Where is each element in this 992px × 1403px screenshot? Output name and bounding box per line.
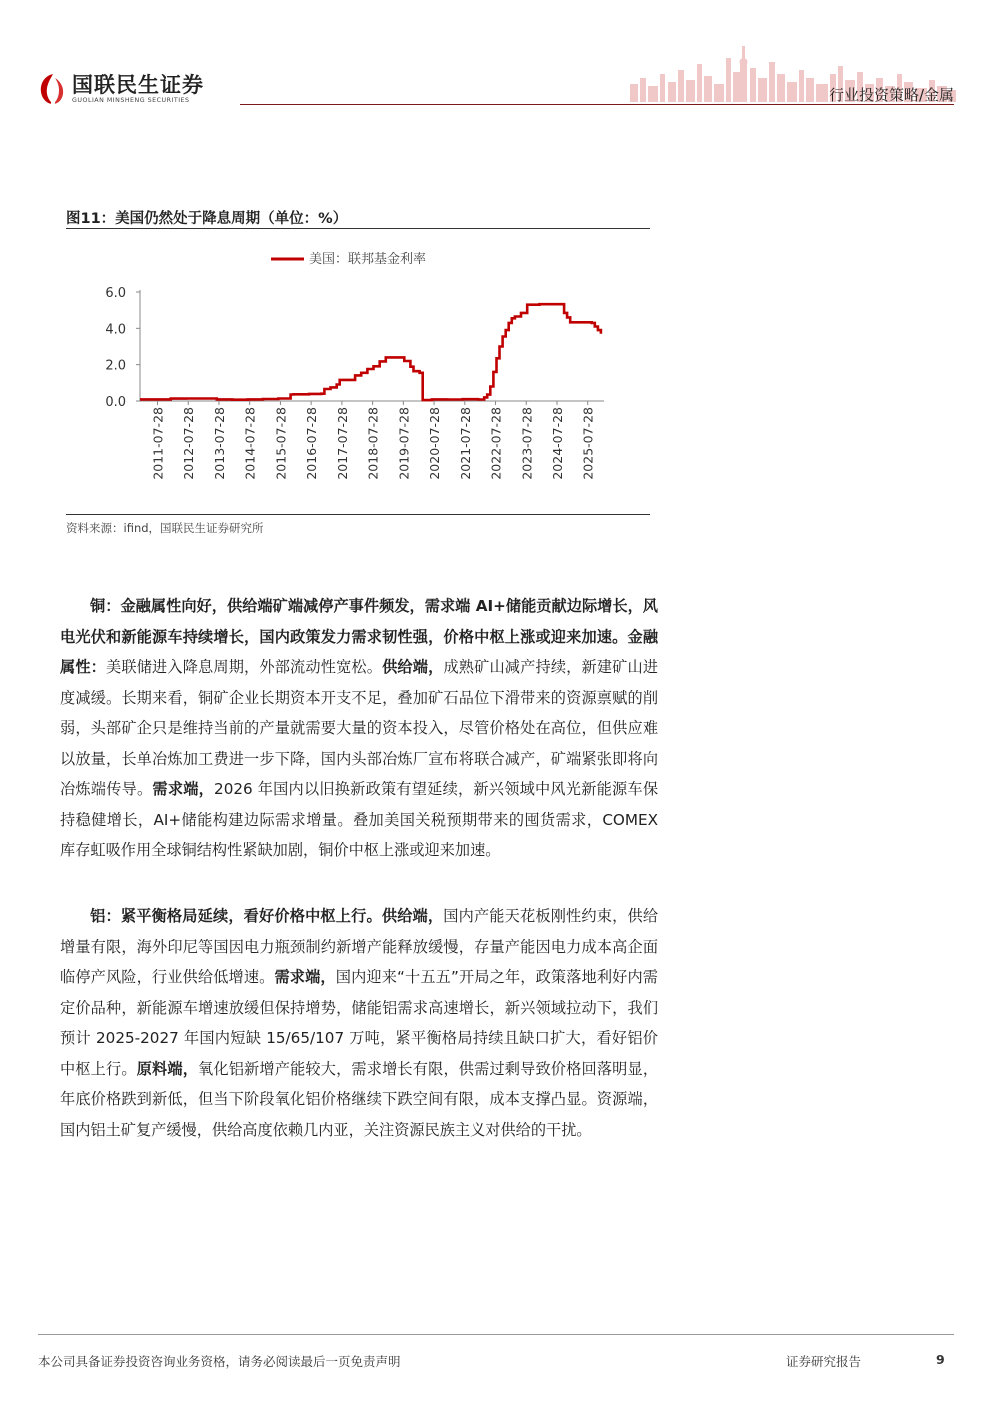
x-tick-label: 2012-07-28 [181,407,197,480]
y-tick-label: 2.0 [105,358,126,374]
figure-title: 图11：美国仍然处于降息周期（单位：%） [66,211,348,227]
x-tick-label: 2020-07-28 [427,407,443,480]
paragraph-text-segment: 国内产能天花板刚性约束，供给增量有限，海外印尼等国因电力瓶颈制约新增产能释放缓慢，存量产能因电力成本高企面临停产风险，行业供给低增速。 [60,907,659,986]
x-tick-label: 2014-07-28 [242,407,258,480]
x-tick-label: 2017-07-28 [334,407,350,480]
x-tick-label: 2025-07-28 [580,407,596,480]
y-tick-label: 4.0 [105,322,126,338]
footer-divider [38,1334,954,1335]
company-logo [38,72,204,106]
chart-legend [271,251,426,267]
x-tick-label: 2021-07-28 [457,407,473,480]
x-tick-label: 2011-07-28 [150,407,166,480]
paragraph-text-segment: 国内迎来“十五五”开局之年，政策落地利好内需定价品种，新能源车增速放缓但保持增势，储能铝需求高速增长，新兴领域拉动下，我们预计 2025-2027 年国内短缺 15/65/107 万吨，紧平衡格局持续且缺口扩大，看好铝价中枢上行。 [60,968,658,1078]
logo-text-cn: 国联民生证券 [72,72,204,97]
series-layer [140,304,601,400]
copper-paragraph [60,591,658,866]
fed-funds-rate-line [140,304,601,400]
x-tick-label: 2018-07-28 [365,407,381,480]
legend-label: 美国：联邦基金利率 [309,252,427,267]
x-tick-label: 2024-07-28 [549,407,565,480]
y-tick-label: 0.0 [105,395,126,410]
x-tick-label: 2023-07-28 [519,407,535,480]
x-axis [140,401,604,480]
y-axis [105,286,140,410]
paragraph-text-segment: 2026 年国内以旧换新政策有望延续，新兴领域中风光新能源车保持稳健增长，AI+储能构建边际需求增量。叠加美国关税预期带来的囤货需求，COMEX 库存虹吸作用全球铜结构性紧缺加剧，铜价中枢上涨或迎来加速。 [60,780,659,859]
figure-bottom-rule [66,514,650,515]
paragraph-bold-segment: 供给端， [382,658,444,676]
report-category: 行业投资策略/金属 [828,86,954,104]
paragraph-bold-segment: 原料端， [136,1059,199,1078]
paragraph-bold-segment: 需求端， [152,780,215,798]
x-tick-label: 2016-07-28 [304,407,320,480]
figure-top-rule [66,228,650,229]
x-tick-label: 2013-07-28 [211,407,227,480]
figure-source: 资料来源：ifind，国联民生证券研究所 [66,521,264,535]
logo-text-en: GUOLIAN MINSHENG SECURITIES [72,96,190,104]
paragraph-bold-segment: 供给端， [381,907,444,925]
header-divider [240,104,954,105]
x-tick-label: 2015-07-28 [273,407,289,480]
footer-disclaimer: 本公司具备证券投资咨询业务资格，请务必阅读最后一页免责声明 [38,1354,401,1369]
y-tick-label: 6.0 [105,286,126,301]
x-tick-label: 2022-07-28 [488,407,504,480]
page-number: 9 [936,1352,945,1367]
x-tick-label: 2019-07-28 [396,407,412,480]
footer-report-type: 证券研究报告 [786,1354,862,1369]
paragraph-bold-segment: 需求端， [274,968,336,986]
aluminum-paragraph [60,901,658,1145]
logo-mark-icon [38,72,68,106]
fed-funds-rate-chart [66,236,650,512]
paragraph-bold-segment: 金融属性： [60,627,659,676]
paragraph-text-segment: 美联储进入降息周期，外部流动性宽松。 [106,658,383,676]
paragraph-bold-segment: 铝：紧平衡格局延续，看好价格中枢上行。 [90,907,382,925]
paragraph-bold-segment: 铜：金融属性向好，供给端矿端减停产事件频发，需求端 AI+储能贡献边际增长，风电光伏和新能源车持续增长，国内政策发力需求韧性强，价格中枢上涨或迎来加速。 [60,597,658,646]
paragraph-text-segment: 成熟矿山减产持续，新建矿山进度减缓。长期来看，铜矿企业长期资本开支不足，叠加矿石品位下滑带来的资源禀赋的削弱，头部矿企只是维持当前的产量就需要大量的资本投入，尽管价格处在高位，但供应难以放量，长单冶炼加工费进一步下降，国内头部冶炼厂宣布将联合减产，矿端紧张即将向冶炼端传导。 [60,658,659,798]
paragraph-text-segment: 氧化铝新增产能较大，需求增长有限，供需过剩导致价格回落明显，年底价格跌到新低，但当下阶段氧化铝价格继续下跌空间有限，成本支撑凸显。资源端，国内铝土矿复产缓慢，供给高度依赖几内亚，关注资源民族主义对供给的干扰。 [60,1059,659,1139]
